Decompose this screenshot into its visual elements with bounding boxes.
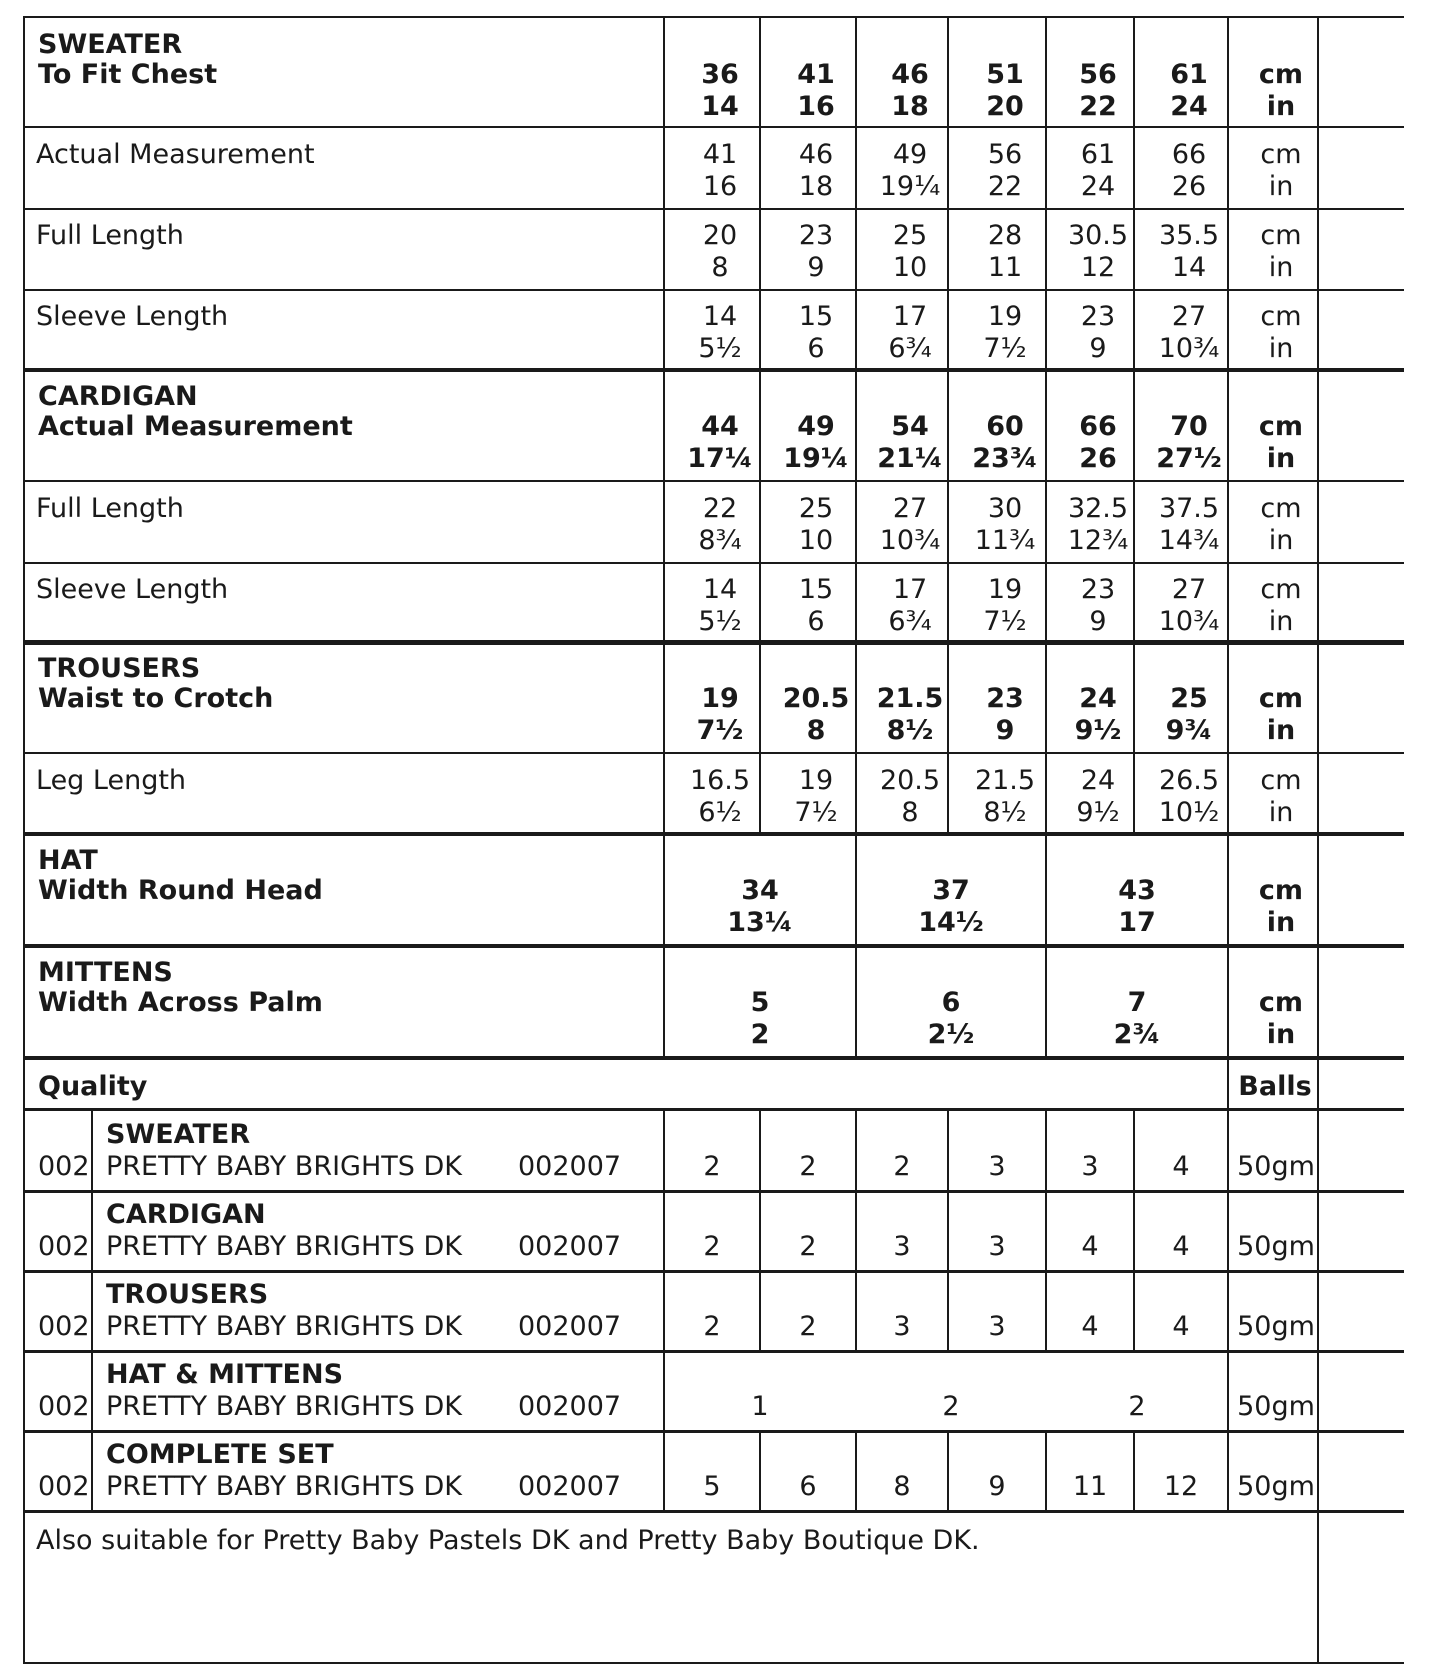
column-divider — [1227, 16, 1229, 1056]
yarn-name: PRETTY BABY BRIGHTS DK — [106, 1471, 462, 1502]
column-divider — [91, 1110, 93, 1512]
row-divider — [24, 752, 1404, 754]
ball-count: 2 — [703, 1311, 721, 1342]
row-divider — [24, 368, 1404, 372]
yarn-item: HAT & MITTENS — [106, 1359, 344, 1390]
size-value: 5½ — [698, 333, 742, 364]
shade-number: 002007 — [518, 1391, 622, 1422]
yarn-item: TROUSERS — [106, 1279, 269, 1310]
ball-count: 3 — [988, 1151, 1006, 1182]
column-divider — [1133, 1190, 1135, 1270]
size-value: 8 — [711, 252, 729, 283]
size-value: 24 — [1170, 91, 1208, 122]
table-border-top — [24, 16, 1404, 18]
size-value: 19 — [987, 301, 1023, 332]
row-divider — [24, 1270, 1404, 1273]
quality-header: Quality — [38, 1071, 148, 1102]
row-divider — [24, 1056, 1404, 1060]
size-value: 2¾ — [1113, 1019, 1161, 1050]
shade-number: 002007 — [518, 1231, 622, 1262]
ball-count: 2 — [799, 1311, 817, 1342]
section-title-cardigan: CARDIGAN — [38, 381, 198, 412]
size-value: 2 — [750, 1019, 770, 1050]
ball-count: 8 — [893, 1471, 911, 1502]
size-value: 13¼ — [727, 907, 793, 938]
size-value: 7½ — [983, 606, 1027, 637]
column-divider — [947, 1270, 949, 1350]
size-value: 17 — [892, 301, 928, 332]
size-value: 56 — [987, 139, 1023, 170]
size-value: 21¼ — [877, 443, 943, 474]
size-value: 15 — [798, 574, 834, 605]
ball-weight: 50gm — [1237, 1231, 1315, 1262]
size-value: 54 — [891, 411, 929, 442]
size-value: 23 — [986, 683, 1024, 714]
size-value: 30 — [987, 493, 1023, 524]
size-value: 49 — [892, 139, 928, 170]
ball-count: 12 — [1163, 1471, 1199, 1502]
unit-label: in — [1266, 443, 1296, 474]
size-value: 24 — [1080, 765, 1116, 796]
size-value: 25 — [798, 493, 834, 524]
section-title-mittens: MITTENS — [38, 957, 173, 988]
section-subtitle: To Fit Chest — [38, 59, 218, 90]
row-divider — [24, 1108, 1404, 1111]
ball-weight: 50gm — [1237, 1471, 1315, 1502]
size-value: 60 — [986, 411, 1024, 442]
column-divider — [1045, 1270, 1047, 1350]
size-value: 37.5 — [1158, 493, 1220, 524]
unit-label: cm — [1258, 987, 1304, 1018]
unit-label: cm — [1260, 139, 1302, 170]
unit-label: in — [1268, 333, 1294, 364]
size-value: 7½ — [794, 797, 838, 828]
unit-label: cm — [1260, 493, 1302, 524]
size-value: 30.5 — [1067, 220, 1129, 251]
size-value: 9¾ — [1165, 715, 1213, 746]
size-value: 6 — [807, 333, 825, 364]
ball-count: 4 — [1081, 1231, 1099, 1262]
size-value: 14½ — [918, 907, 984, 938]
column-divider — [1227, 1056, 1229, 1512]
size-value: 18 — [891, 91, 929, 122]
row-divider — [24, 1190, 1404, 1193]
unit-label: cm — [1258, 411, 1304, 442]
ball-count: 4 — [1172, 1231, 1190, 1262]
size-value: 49 — [797, 411, 835, 442]
size-value: 11 — [987, 252, 1023, 283]
size-value: 6 — [941, 987, 961, 1018]
column-divider — [947, 16, 949, 832]
column-divider — [1133, 1430, 1135, 1510]
column-divider — [947, 1430, 949, 1510]
table-border-bottom — [24, 1662, 1404, 1664]
size-value: 19¼ — [783, 443, 849, 474]
size-value: 19 — [987, 574, 1023, 605]
size-value: 24 — [1080, 171, 1116, 202]
row-divider — [24, 126, 1404, 128]
ball-weight: 50gm — [1237, 1391, 1315, 1422]
size-value: 51 — [986, 59, 1024, 90]
size-value: 10¾ — [879, 525, 941, 556]
unit-label: in — [1268, 252, 1294, 283]
size-value: 27 — [1171, 574, 1207, 605]
ball-count: 2 — [703, 1231, 721, 1262]
ball-count: 3 — [893, 1311, 911, 1342]
column-divider — [855, 1190, 857, 1270]
size-value: 23¾ — [972, 443, 1038, 474]
size-value: 16 — [702, 171, 738, 202]
size-value: 14 — [701, 91, 739, 122]
size-value: 43 — [1118, 875, 1156, 906]
column-divider — [1045, 1430, 1047, 1510]
size-value: 70 — [1170, 411, 1208, 442]
ball-count: 5 — [703, 1471, 721, 1502]
row-divider — [24, 944, 1404, 948]
size-value: 16.5 — [689, 765, 751, 796]
size-value: 6¾ — [888, 606, 932, 637]
shade-number: 002007 — [518, 1471, 622, 1502]
column-divider — [1045, 1110, 1047, 1190]
section-subtitle: Waist to Crotch — [38, 683, 274, 714]
column-divider — [759, 1270, 761, 1350]
yarn-item: CARDIGAN — [106, 1199, 266, 1230]
size-value: 17 — [1118, 907, 1156, 938]
column-divider — [759, 16, 761, 832]
row-divider — [24, 208, 1404, 210]
balls-header: Balls — [1238, 1071, 1312, 1102]
table-border-left — [23, 16, 25, 1664]
ball-count: 2 — [893, 1151, 911, 1182]
size-value: 25 — [1170, 683, 1208, 714]
section-subtitle: Actual Measurement — [38, 411, 353, 442]
size-value: 26 — [1079, 443, 1117, 474]
row-divider — [24, 640, 1404, 644]
size-value: 21.5 — [876, 683, 944, 714]
yarn-name: PRETTY BABY BRIGHTS DK — [106, 1231, 462, 1262]
column-divider — [947, 1110, 949, 1190]
unit-label: in — [1266, 91, 1296, 122]
size-value: 5 — [750, 987, 770, 1018]
unit-label: cm — [1260, 765, 1302, 796]
unit-label: in — [1266, 1019, 1296, 1050]
quality-code: 002 — [38, 1471, 90, 1502]
size-value: 27½ — [1156, 443, 1222, 474]
column-divider — [855, 1110, 857, 1190]
column-divider — [1133, 1110, 1135, 1190]
size-value: 22 — [702, 493, 738, 524]
unit-label: cm — [1258, 683, 1304, 714]
measurement-label: Leg Length — [36, 765, 187, 796]
size-value: 23 — [798, 220, 834, 251]
ball-count: 9 — [988, 1471, 1006, 1502]
ball-count: 3 — [988, 1231, 1006, 1262]
ball-count: 2 — [799, 1231, 817, 1262]
size-value: 41 — [702, 139, 738, 170]
size-value: 23 — [1080, 301, 1116, 332]
size-value: 8¾ — [698, 525, 742, 556]
size-value: 27 — [892, 493, 928, 524]
size-value: 18 — [798, 171, 834, 202]
section-title-trousers: TROUSERS — [38, 653, 201, 684]
yarn-name: PRETTY BABY BRIGHTS DK — [106, 1311, 462, 1342]
ball-count: 2 — [942, 1391, 960, 1422]
footer-note: Also suitable for Pretty Baby Pastels DK and Pretty Baby Boutique DK. — [36, 1525, 980, 1556]
quality-code: 002 — [38, 1151, 90, 1182]
size-value: 6 — [807, 606, 825, 637]
size-value: 8½ — [983, 797, 1027, 828]
size-value: 9 — [807, 252, 825, 283]
row-divider — [24, 289, 1404, 291]
size-value: 10¾ — [1158, 333, 1220, 364]
measurement-label: Actual Measurement — [36, 139, 315, 170]
ball-count: 4 — [1172, 1151, 1190, 1182]
ball-count: 11 — [1072, 1471, 1108, 1502]
column-divider — [759, 1430, 761, 1510]
column-divider — [855, 1430, 857, 1510]
ball-count: 2 — [1128, 1391, 1146, 1422]
size-value: 9 — [1089, 606, 1107, 637]
column-divider — [947, 1190, 949, 1270]
measurement-label: Sleeve Length — [36, 574, 229, 605]
quality-code: 002 — [38, 1391, 90, 1422]
yarn-item: SWEATER — [106, 1119, 251, 1150]
size-value: 10¾ — [1158, 606, 1220, 637]
size-value: 32.5 — [1067, 493, 1129, 524]
size-value: 10 — [798, 525, 834, 556]
row-divider — [24, 562, 1404, 564]
unit-label: cm — [1260, 574, 1302, 605]
size-value: 66 — [1079, 411, 1117, 442]
size-value: 8 — [901, 797, 919, 828]
size-value: 37 — [932, 875, 970, 906]
row-divider — [24, 1350, 1404, 1353]
size-value: 5½ — [698, 606, 742, 637]
size-value: 41 — [797, 59, 835, 90]
size-value: 10½ — [1158, 797, 1220, 828]
size-value: 10 — [892, 252, 928, 283]
measurement-label: Full Length — [36, 220, 184, 251]
column-divider — [1045, 16, 1047, 832]
size-value: 22 — [1079, 91, 1117, 122]
unit-label: cm — [1260, 220, 1302, 251]
section-subtitle: Width Across Palm — [38, 987, 323, 1018]
unit-label: cm — [1258, 59, 1304, 90]
column-divider — [1133, 16, 1135, 832]
size-value: 20.5 — [782, 683, 850, 714]
size-value: 15 — [798, 301, 834, 332]
unit-label: cm — [1260, 301, 1302, 332]
size-value: 61 — [1080, 139, 1116, 170]
size-value: 21.5 — [974, 765, 1036, 796]
ball-count: 4 — [1081, 1311, 1099, 1342]
column-divider — [855, 1270, 857, 1350]
size-value: 6¾ — [888, 333, 932, 364]
size-value: 19 — [701, 683, 739, 714]
size-value: 46 — [798, 139, 834, 170]
size-value: 8½ — [886, 715, 934, 746]
size-value: 24 — [1079, 683, 1117, 714]
size-chart — [24, 16, 1404, 1664]
ball-count: 1 — [751, 1391, 769, 1422]
size-value: 17 — [892, 574, 928, 605]
size-value: 7 — [1127, 987, 1147, 1018]
size-value: 9½ — [1074, 715, 1122, 746]
size-value: 19 — [798, 765, 834, 796]
size-value: 35.5 — [1158, 220, 1220, 251]
measurement-label: Full Length — [36, 493, 184, 524]
row-divider — [24, 832, 1404, 836]
ball-count: 3 — [1081, 1151, 1099, 1182]
size-value: 7½ — [983, 333, 1027, 364]
size-value: 61 — [1170, 59, 1208, 90]
unit-label: cm — [1258, 875, 1304, 906]
measurement-label: Sleeve Length — [36, 301, 229, 332]
size-value: 44 — [701, 411, 739, 442]
size-value: 14¾ — [1158, 525, 1220, 556]
size-value: 12 — [1080, 252, 1116, 283]
column-divider — [663, 1110, 665, 1512]
section-subtitle: Width Round Head — [38, 875, 323, 906]
size-value: 26 — [1171, 171, 1207, 202]
row-divider — [24, 480, 1404, 482]
size-value: 26.5 — [1158, 765, 1220, 796]
size-value: 27 — [1171, 301, 1207, 332]
size-value: 22 — [987, 171, 1023, 202]
size-value: 19¼ — [879, 171, 941, 202]
ball-count: 6 — [799, 1471, 817, 1502]
section-title-hat: HAT — [38, 845, 98, 876]
size-value: 14 — [702, 574, 738, 605]
unit-label: in — [1268, 525, 1294, 556]
ball-count: 3 — [988, 1311, 1006, 1342]
column-divider — [759, 1190, 761, 1270]
shade-number: 002007 — [518, 1151, 622, 1182]
ball-weight: 50gm — [1237, 1151, 1315, 1182]
size-value: 56 — [1079, 59, 1117, 90]
size-value: 11¾ — [974, 525, 1036, 556]
size-value: 20 — [986, 91, 1024, 122]
size-value: 34 — [741, 875, 779, 906]
ball-count: 3 — [893, 1231, 911, 1262]
section-title-sweater: SWEATER — [38, 29, 183, 60]
unit-label: in — [1266, 715, 1296, 746]
size-value: 16 — [797, 91, 835, 122]
size-value: 2½ — [927, 1019, 975, 1050]
column-divider — [855, 16, 857, 1056]
unit-label: in — [1268, 797, 1294, 828]
size-value: 12¾ — [1067, 525, 1129, 556]
size-value: 17¼ — [687, 443, 753, 474]
size-value: 9 — [995, 715, 1015, 746]
yarn-name: PRETTY BABY BRIGHTS DK — [106, 1151, 462, 1182]
size-value: 8 — [806, 715, 826, 746]
quality-code: 002 — [38, 1231, 90, 1262]
column-divider — [1133, 1270, 1135, 1350]
yarn-name: PRETTY BABY BRIGHTS DK — [106, 1391, 462, 1422]
size-value: 25 — [892, 220, 928, 251]
column-divider — [663, 16, 665, 1056]
size-value: 20 — [702, 220, 738, 251]
size-value: 7½ — [696, 715, 744, 746]
size-value: 28 — [987, 220, 1023, 251]
size-value: 14 — [1171, 252, 1207, 283]
ball-weight: 50gm — [1237, 1311, 1315, 1342]
yarn-item: COMPLETE SET — [106, 1439, 334, 1470]
size-value: 23 — [1080, 574, 1116, 605]
row-divider — [24, 1430, 1404, 1433]
shade-number: 002007 — [518, 1311, 622, 1342]
size-value: 9½ — [1076, 797, 1120, 828]
column-divider — [1045, 1190, 1047, 1270]
size-value: 6½ — [698, 797, 742, 828]
size-value: 9 — [1089, 333, 1107, 364]
ball-count: 4 — [1172, 1311, 1190, 1342]
ball-count: 2 — [703, 1151, 721, 1182]
ball-count: 2 — [799, 1151, 817, 1182]
size-value: 36 — [701, 59, 739, 90]
quality-code: 002 — [38, 1311, 90, 1342]
size-value: 14 — [702, 301, 738, 332]
unit-label: in — [1268, 171, 1294, 202]
column-divider — [759, 1110, 761, 1190]
column-divider — [1045, 832, 1047, 1056]
size-value: 20.5 — [879, 765, 941, 796]
size-value: 66 — [1171, 139, 1207, 170]
row-divider — [24, 1510, 1404, 1513]
unit-label: in — [1268, 606, 1294, 637]
unit-label: in — [1266, 907, 1296, 938]
size-value: 46 — [891, 59, 929, 90]
